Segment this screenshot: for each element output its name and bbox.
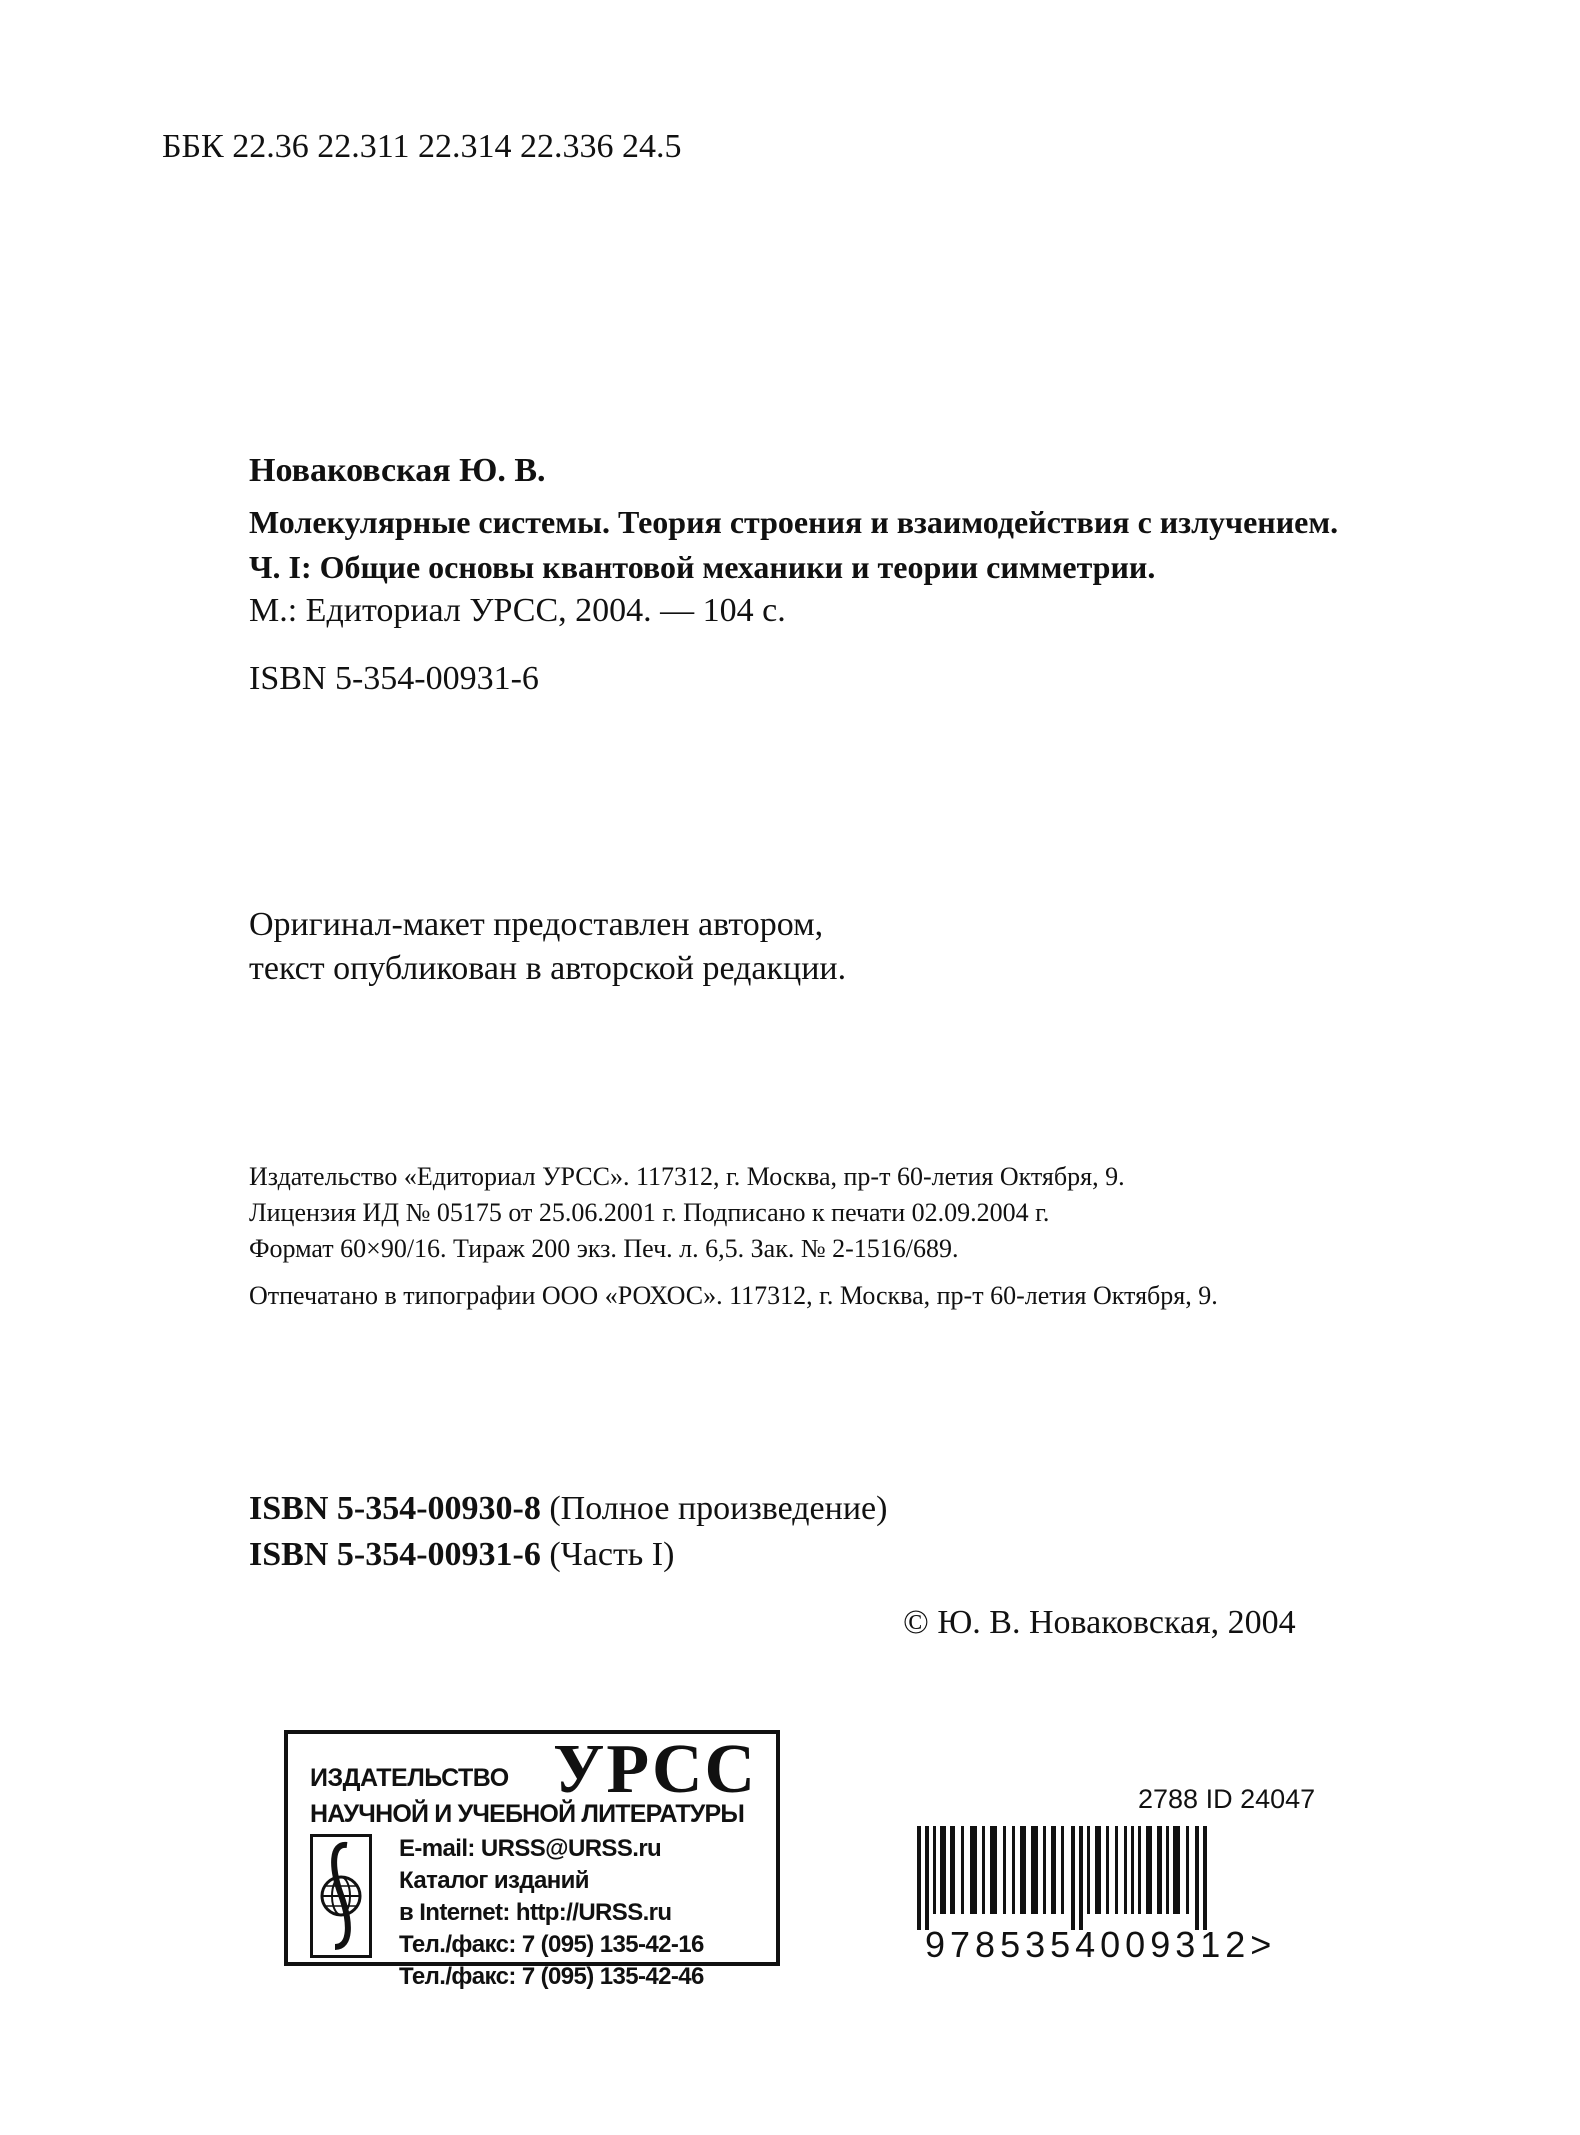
barcode-bar [1106,1826,1109,1914]
barcode-bar [961,1826,964,1914]
book-title-line2: Ч. I: Общие основы квантовой механики и теории симметрии. [249,549,1156,585]
publisher-internet: в Internet: http://URSS.ru [399,1899,672,1926]
barcode-bar [990,1826,997,1914]
barcode-bar [1087,1826,1090,1914]
barcode-bar [982,1826,985,1914]
imprint-publisher: Издательство «Едиториал УРСС». 117312, г. Москва, пр-т 60-летия Октября, 9. [249,1162,1125,1191]
barcode-bar [1115,1826,1118,1914]
publisher-box [284,1730,780,1990]
barcode-bar [940,1826,946,1914]
isbn-part-one [249,1536,674,1574]
publisher-subtitle: НАУЧНОЙ И УЧЕБНОЙ ЛИТЕРАТУРЫ [310,1800,745,1828]
barcode-bar [1031,1826,1038,1914]
imprint-license: Лицензия ИД № 05175 от 25.06.2001 г. Подписано к печати 02.09.2004 г. [249,1198,1050,1227]
barcode-bar [1012,1826,1015,1914]
publisher-phone1: Тел./факс: 7 (095) 135-42-16 [399,1931,704,1958]
imprint-printer: Отпечатано в типографии ООО «РОХОС». 117312, г. Москва, пр-т 60-летия Октября, 9. [249,1281,1218,1310]
barcode-number: 9785354009312 [925,1924,1251,1965]
barcode-bar [1124,1826,1127,1914]
barcode-bar [1166,1826,1169,1914]
publisher-email: E-mail: URSS@URSS.ru [399,1835,662,1862]
barcode-bar [1138,1826,1141,1914]
barcode-arrow: > [1250,1924,1277,1965]
barcode-digits [925,1924,1276,1966]
isbn-part-number: ISBN 5-354-00931-6 [249,1536,541,1573]
isbn-full-number: ISBN 5-354-00930-8 [249,1490,541,1527]
barcode-bar [1079,1826,1083,1930]
author-name: Новаковская Ю. В. [249,452,546,489]
isbn-part-label: (Часть I) [549,1536,675,1573]
publisher-phone2: Тел./факс: 7 (095) 135-42-46 [399,1963,704,1990]
layout-note-line2: текст опубликован в авторской редакции. [249,950,847,987]
barcode-bar [917,1826,921,1930]
imprint-format: Формат 60×90/16. Тираж 200 экз. Печ. л. 6,5. Зак. № 2-1516/689. [249,1234,959,1263]
barcode-bar [1061,1826,1064,1914]
barcode [915,1826,1335,1930]
barcode-bar [1203,1826,1207,1930]
publisher-logo: УРСС [553,1731,758,1808]
isbn-full-label: (Полное произведение) [549,1490,888,1527]
bbk-classification: ББК 22.36 22.311 22.314 22.336 24.5 [162,128,682,165]
barcode-bar [933,1826,936,1914]
book-title-line1: Молекулярные системы. Теория строения и взаимодействия с излучением. [249,504,1339,540]
barcode-bar [925,1826,929,1930]
barcode-bar [1051,1826,1056,1914]
copyright-notice: © Ю. В. Новаковская, 2004 [903,1604,1296,1641]
layout-note-line1: Оригинал-макет предоставлен автором, [249,906,824,943]
barcode-bar [1095,1826,1101,1914]
barcode-bar [950,1826,955,1914]
barcode-bar [1131,1826,1134,1914]
barcode-bar [1157,1826,1162,1914]
barcode-bar [1146,1826,1152,1914]
barcode-bar [1003,1826,1006,1914]
barcode-bar [1173,1826,1180,1914]
barcode-bar [1020,1826,1026,1914]
barcode-code: 2788 ID 24047 [1138,1784,1316,1814]
barcode-bar [1186,1826,1189,1914]
publication-info: М.: Едиториал УРСС, 2004. — 104 с. [249,592,786,629]
barcode-bar [1043,1826,1046,1914]
barcode-bar [970,1826,977,1914]
barcode-bar [1071,1826,1075,1930]
publisher-label: ИЗДАТЕЛЬСТВО [310,1764,509,1792]
globe-emblem-icon [310,1834,372,1958]
isbn-full-work [249,1490,887,1528]
isbn-main: ISBN 5-354-00931-6 [249,660,539,697]
publisher-catalog: Каталог изданий [399,1867,589,1894]
barcode-bar [1195,1826,1199,1930]
